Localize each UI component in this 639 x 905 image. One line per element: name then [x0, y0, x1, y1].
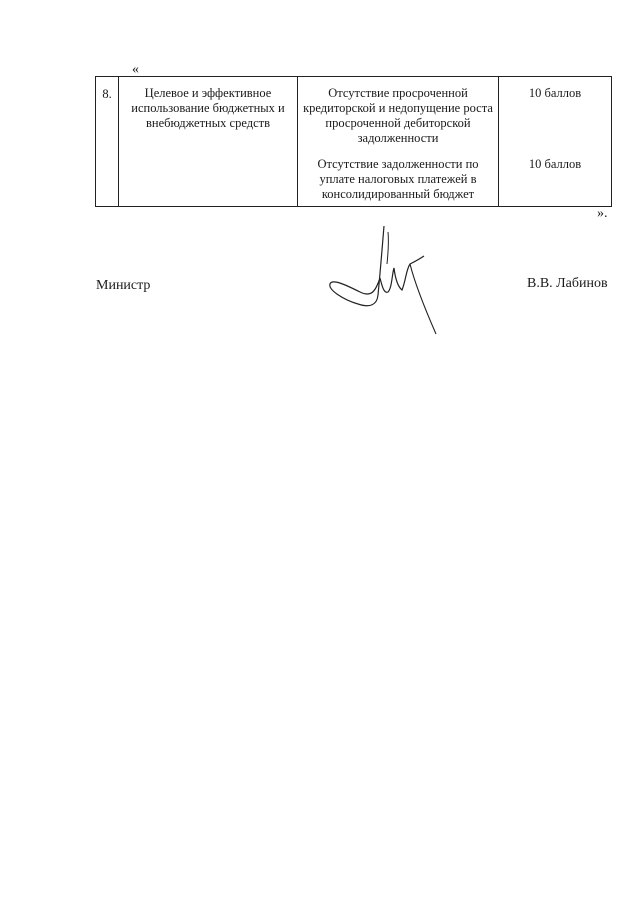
closing-quote: ».	[597, 206, 608, 221]
indicator-score: 10 баллов	[528, 157, 582, 171]
criterion-cell: Целевое и эффективное использование бюджетных и внебюджетных средств	[119, 77, 298, 207]
criteria-table	[95, 76, 612, 207]
indicators-cell	[298, 77, 499, 207]
signer-name: В.В. Лабинов	[527, 276, 608, 291]
indicator-score: 10 баллов	[528, 86, 582, 100]
row-number: 8.	[96, 77, 119, 207]
indicator-text: Отсутствие просроченной кредиторской и недопущение роста просроченной дебиторской задолженности	[303, 86, 493, 145]
scores-cell	[499, 77, 612, 207]
indicator-text: Отсутствие задолженности по уплате налоговых платежей в консолидированный бюджет	[317, 157, 479, 201]
table-row	[96, 77, 612, 207]
opening-quote: «	[132, 62, 139, 77]
signature-icon	[318, 220, 448, 340]
signer-position: Министр	[96, 278, 151, 293]
